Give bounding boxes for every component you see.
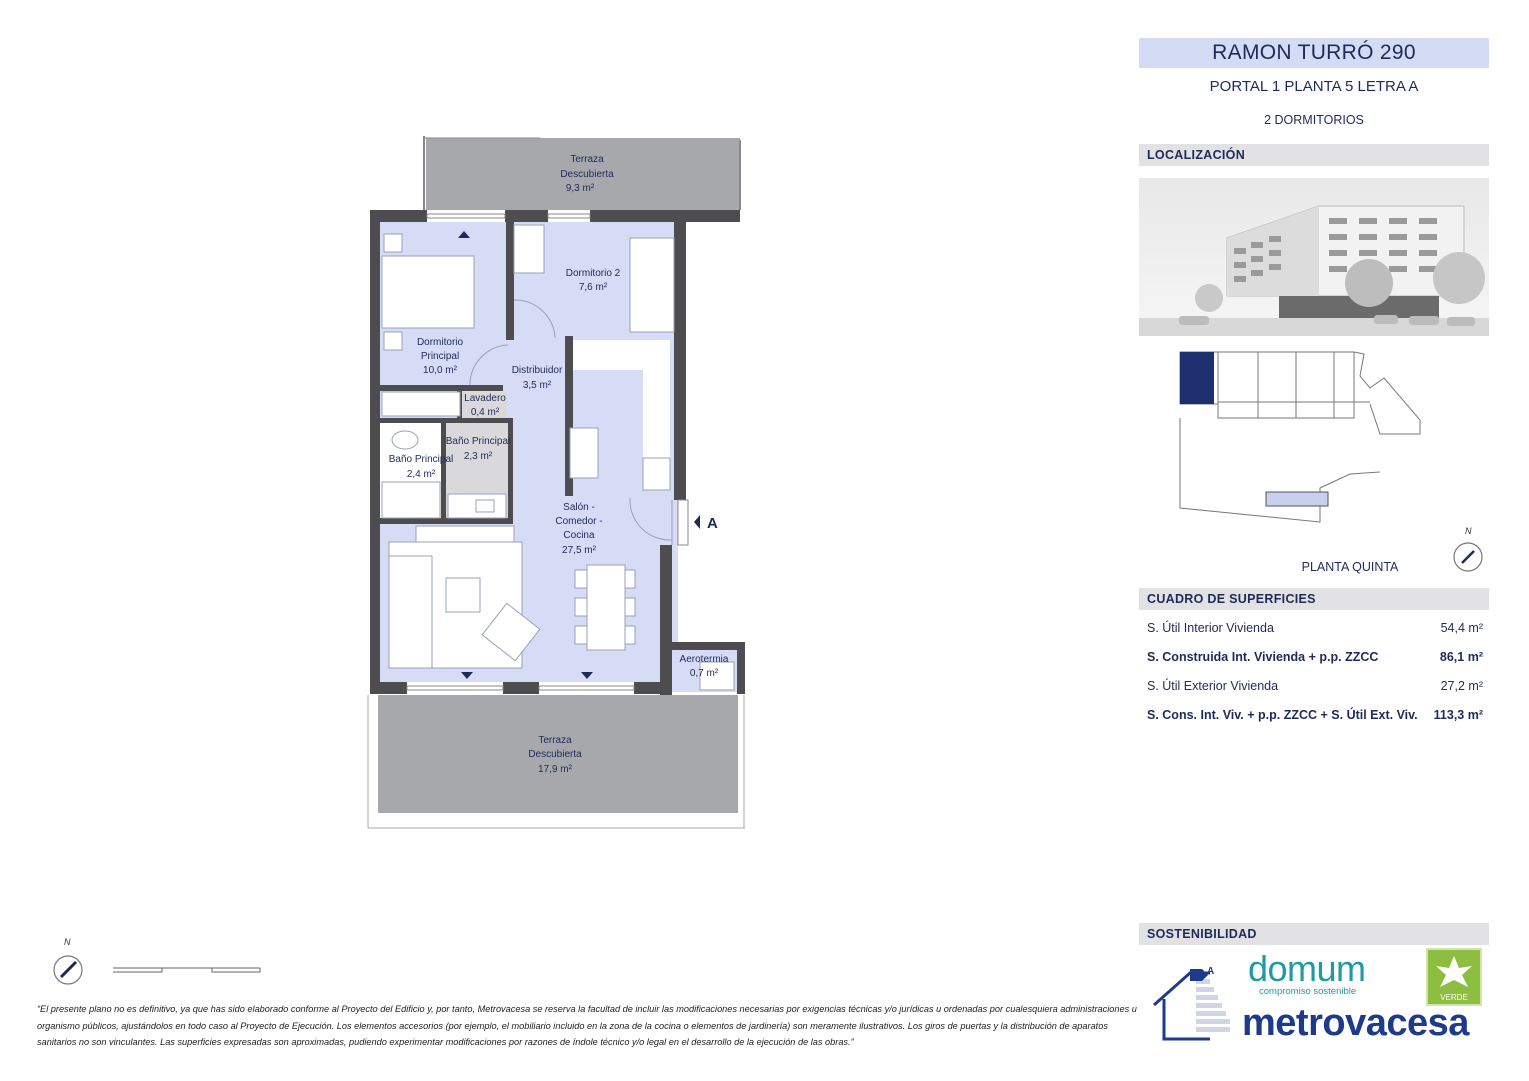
terrace-bottom-name2: Descubierta (528, 749, 582, 760)
heat-pump-area: 0,7 m² (689, 668, 719, 679)
surface-label: S. Útil Interior Vivienda (1147, 621, 1274, 635)
verde-badge (1426, 948, 1482, 1006)
project-title: RAMON TURRÓ 290 (1139, 38, 1489, 68)
surface-value: 54,4 m² (1440, 621, 1483, 635)
location-section-title: LOCALIZACIÓN (1139, 144, 1489, 166)
building-rendering (1139, 178, 1489, 336)
unit-location-highlight (1180, 352, 1214, 404)
site-plan (1170, 348, 1440, 528)
energy-rating-icon (1150, 965, 1230, 1043)
master-bedroom-name1: Dormitorio (416, 337, 464, 348)
entrance-label: A (707, 515, 718, 532)
surface-label: S. Cons. Int. Viv. + p.p. ZZCC + S. Útil Ext. Viv. (1147, 708, 1418, 722)
domum-logo: domum (1248, 948, 1366, 989)
leaf-icon (1428, 952, 1480, 992)
surface-label: S. Útil Exterior Vivienda (1147, 679, 1279, 693)
scale-bar-icon (112, 964, 262, 976)
compass-icon (52, 954, 86, 988)
site-north-label: N (1465, 526, 1472, 536)
living-name1: Salón - (563, 502, 595, 513)
surface-row (1147, 621, 1483, 639)
living-area: 27,5 m² (562, 545, 596, 556)
surface-value: 113,3 m² (1433, 708, 1483, 722)
brand-logo: metrovacesa (1242, 1002, 1469, 1044)
living-name3: Cocina (563, 530, 595, 541)
bath-b-area: 2,4 m² (406, 469, 436, 480)
terrace-top-area: 9,3 m² (565, 183, 595, 194)
laundry-name: Lavadero (464, 393, 506, 404)
verde-label: VERDE (1440, 993, 1468, 1002)
surface-row (1147, 679, 1483, 697)
terrace-top-name2: Descubierta (560, 169, 614, 180)
surface-value: 27,2 m² (1440, 679, 1483, 693)
hall-area: 3,5 m² (522, 380, 552, 391)
living-name2: Comedor - (555, 516, 603, 527)
surface-row (1147, 708, 1483, 726)
surface-value: 86,1 m² (1439, 650, 1483, 664)
terrace-top-name1: Terraza (570, 154, 604, 165)
floor-plan (0, 0, 800, 860)
laundry-area: 0,4 m² (470, 407, 500, 418)
energy-class: A (1207, 966, 1215, 977)
plan-north-label: N (64, 937, 71, 947)
legal-disclaimer: “El presente plano no es definitivo, ya que has sido elaborado conforme al Proyecto del Edificio y, por tanto, Metrovacesa se reserva la facultad de incluir las modificaciones necesarias por exigencias técnicas y/o jurídicas u ordenadas por cualesquiera administraciones u organismo públicos, ajustándolos en todo caso al Proyecto de Ejecución. Los elementos accesorios (por ejemplo, el mobiliario incluido en la zona de la cocina o elementos de jardinería) son meramente ilustrativos. Los giros de puertas y la distribución de aparatos sanitarios no son vinculantes. Las superficies expresadas son aproximadas, pudiendo experimentar modificaciones por razones de índole técnico y/o legal en el desarrollo de la ejecución de las obras.” (37, 1004, 1137, 1047)
bedrooms-label: 2 DORMITORIOS (1264, 113, 1364, 127)
unit-label: PORTAL 1 PLANTA 5 LETRA A (1209, 78, 1419, 95)
sustainability-section-title: SOSTENIBILIDAD (1139, 923, 1489, 945)
bath-b-name: Baño Principal (388, 454, 454, 465)
domum-tagline: compromiso sostenible (1259, 986, 1357, 997)
surface-label: S. Construida Int. Vivienda + p.p. ZZCC (1147, 650, 1379, 664)
master-bedroom-name2: Principal (420, 351, 460, 362)
terrace-bottom-name1: Terraza (538, 735, 572, 746)
surfaces-section-title: CUADRO DE SUPERFICIES (1139, 588, 1489, 610)
terrace-bottom-area: 17,9 m² (538, 764, 572, 775)
heat-pump-name: Aerotermia (679, 654, 729, 665)
site-compass-icon (1452, 541, 1486, 575)
bath-a-area: 2,3 m² (463, 451, 493, 462)
surface-row (1147, 650, 1483, 668)
master-bedroom-area: 10,0 m² (423, 365, 457, 376)
bedroom2-area: 7,6 m² (578, 282, 608, 293)
hall-name: Distribuidor (511, 365, 563, 376)
bath-a-name: Baño Principal (445, 436, 511, 447)
bedroom2-name: Dormitorio 2 (565, 268, 621, 279)
floor-label: PLANTA QUINTA (1301, 560, 1399, 574)
